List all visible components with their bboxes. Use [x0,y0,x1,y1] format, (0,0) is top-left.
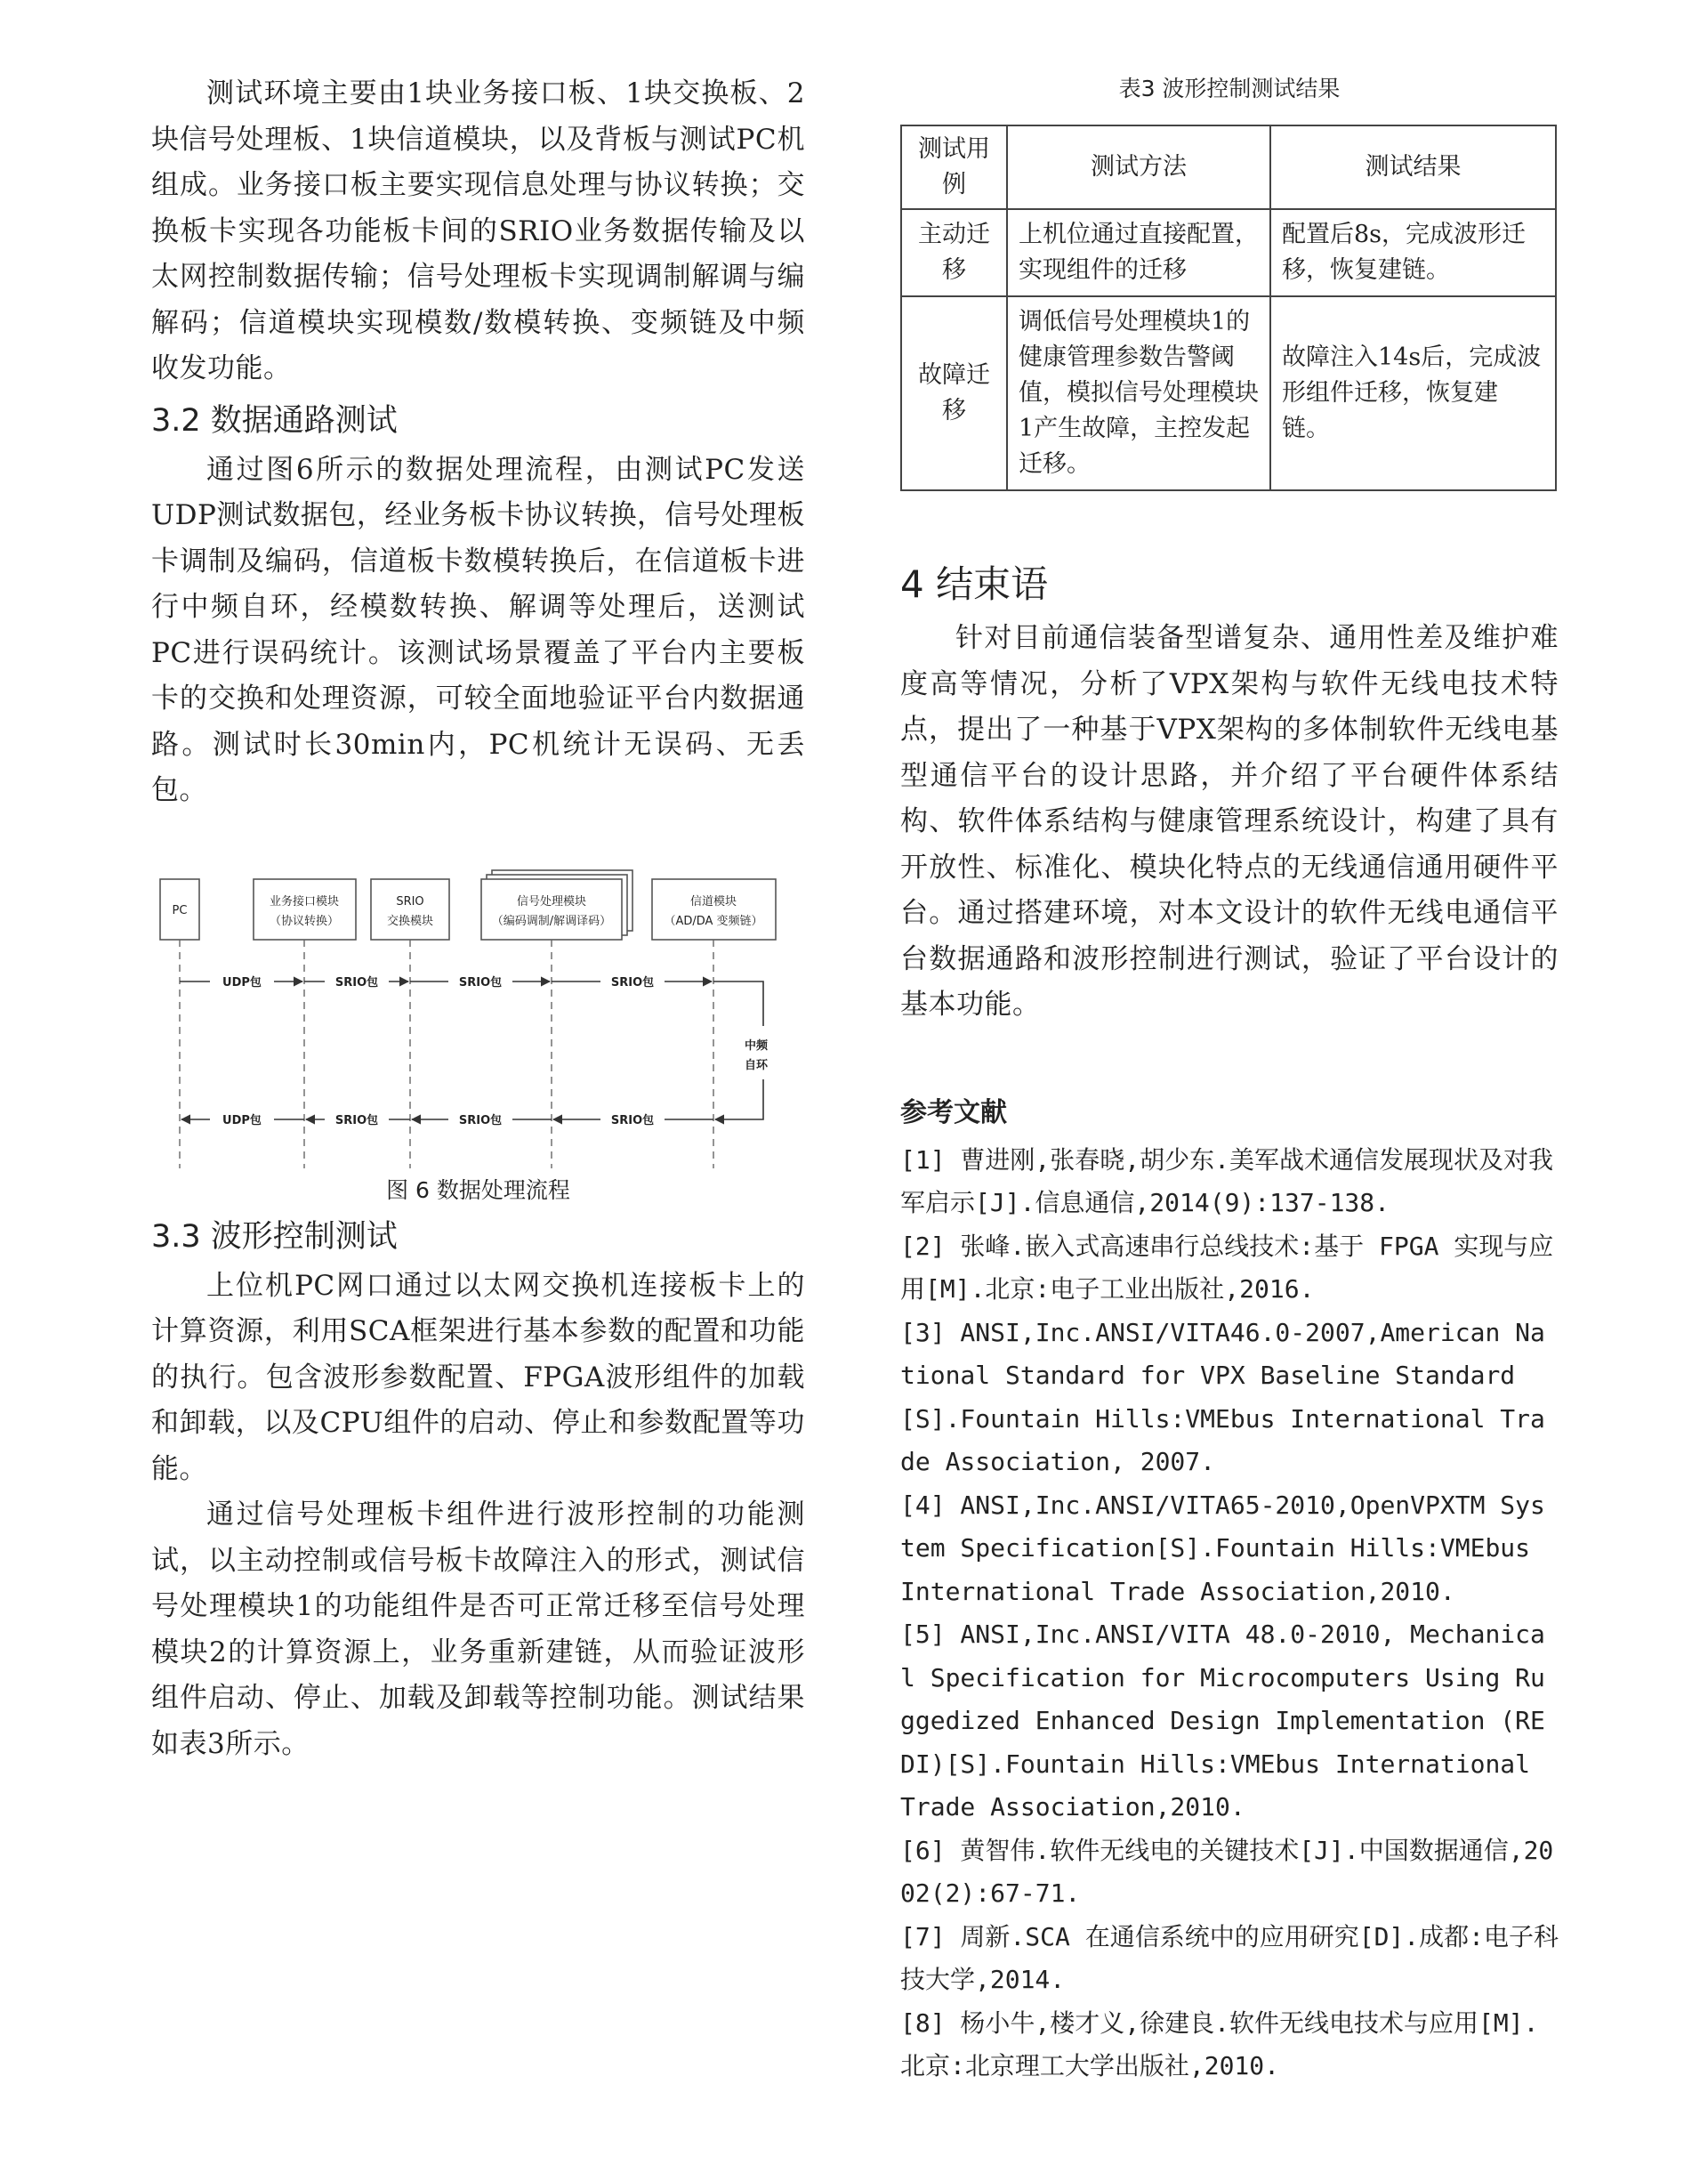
section-title-4: 4 结束语 [900,562,1049,606]
interface-label-1: 业务接口模块 [269,894,340,909]
section-title-3-2: 3.2 数据通路测试 [151,402,398,439]
signal-module-box [481,879,622,940]
pc-label: PC [172,903,188,917]
back-srio-label-2: SRIO包 [458,1113,503,1127]
fwd-srio-label-3: SRIO包 [610,975,655,990]
channel-module-box [652,879,776,940]
reference-item: [2] 张峰.嵌入式高速串行总线技术:基于 FPGA 实现与应用[M].北京:电子工业出版社,2016. [900,1231,1554,1304]
cell-case: 主动迁移 [901,209,1007,296]
section-title-3-3: 3.3 波形控制测试 [151,1218,398,1255]
header-test-case: 测试用例 [901,125,1007,209]
loop-label-2: 自环 [744,1058,769,1072]
back-udp-label: UDP包 [222,1113,262,1127]
table-row [901,296,1556,490]
interface-module-box [254,879,356,940]
channel-label-2: （AD/DA 变频链） [664,914,763,928]
fwd-srio-label-2: SRIO包 [458,975,503,990]
cell-result: 配置后8s，完成波形迁移，恢复建链。 [1270,209,1556,296]
channel-label-1: 信道模块 [689,894,737,909]
waveform-test-results-table [900,125,1557,491]
loop-label-1: 中频 [744,1038,769,1053]
reference-item: [7] 周新.SCA 在通信系统中的应用研究[D].成都:电子科技大学,2014. [900,1921,1559,1994]
reference-item: [3] ANSI,Inc.ANSI/VITA46.0-2007,American National Standard for VPX Baseline Standard[S].Fountain Hills:VMEbus International Trade Association, 2007. [900,1317,1545,1476]
cell-method: 上机位通过直接配置，实现组件的迁移 [1007,209,1270,296]
paragraph-test-environment: 测试环境主要由1块业务接口板、1块交换板、2块信号处理板、1块信道模块，以及背板与测试PC机组成。业务接口板主要实现信息处理与协议转换；交换板卡实现各功能板卡间的SRIO业务数据传输及以太网控制数据传输；信号处理板卡实现调制解调与编解码；信道模块实现模数/数模转换、变频链及中频收发功能。 [151,77,805,384]
reference-item: [8] 杨小牛,楼才义,徐建良.软件无线电技术与应用[M].北京:北京理工大学出版社,2010. [900,2007,1539,2080]
cell-result: 故障注入14s后，完成波形组件迁移，恢复建链。 [1270,296,1556,490]
fwd-udp-label: UDP包 [222,975,262,990]
cell-case: 故障迁移 [901,296,1007,490]
back-srio-label-1: SRIO包 [334,1113,379,1127]
reference-item: [5] ANSI,Inc.ANSI/VITA 48.0-2010, Mechanical Specification for Microcomputers Using Ruggedized Enhanced Design Implementation (REDI)[S].Fountain Hills:VMEbus International Trade Association,2010. [900,1620,1545,1822]
back-srio-label-3: SRIO包 [610,1113,655,1127]
reference-item: [6] 黄智伟.软件无线电的关键技术[J].中国数据通信,2002(2):67-71. [900,1835,1554,1908]
srio-label-1: SRIO [396,894,424,909]
interface-label-2: （协议转换） [269,914,340,928]
left-column [151,71,805,1767]
header-test-result: 测试结果 [1270,125,1556,209]
table-3-caption: 表3 波形控制测试结果 [1118,76,1341,101]
figure-6-data-flow [151,866,805,1173]
sequence-diagram [151,866,805,1173]
cell-method: 调低信号处理模块1的健康管理参数告警阈值，模拟信号处理模块1产生故障，主控发起迁移。 [1007,296,1270,490]
paragraph-waveform-control-1: 上位机PC网口通过以太网交换机连接板卡上的计算资源，利用SCA框架进行基本参数的配置和功能的执行。包含波形参数配置、FPGA波形组件的加载和卸载，以及CPU组件的启动、停止和参数配置等功能。 [151,1269,805,1485]
srio-switch-box [371,879,449,940]
paragraph-data-path-test: 通过图6所示的数据处理流程，由测试PC发送UDP测试数据包，经业务板卡协议转换，信号处理板卡调制及编码，信道板卡数模转换后，在信道板卡进行中频自环，经模数转换、解调等处理后，送测试PC进行误码统计。该测试场景覆盖了平台内主要板卡的交换和处理资源，可较全面地验证平台内数据通路。测试时长30min内，PC机统计无误码、无丢包。 [151,453,805,806]
signal-label-1: 信号处理模块 [516,894,587,909]
right-column [900,71,1559,2088]
signal-label-2: （编码调制/解调译码） [491,914,612,928]
references-title: 参考文献 [900,1096,1007,1128]
srio-label-2: 交换模块 [386,914,434,928]
fwd-srio-label-1: SRIO包 [334,975,379,990]
table-row [901,209,1556,296]
table-header-row [901,125,1556,209]
paragraph-conclusion: 针对目前通信装备型谱复杂、通用性差及维护难度高等情况，分析了VPX架构与软件无线电技术特点，提出了一种基于VPX架构的多体制软件无线电基型通信平台的设计思路，并介绍了平台硬件体系结构、软件体系结构与健康管理系统设计，构建了具有开放性、标准化、模块化特点的无线通信通用硬件平台。通过搭建环境，对本文设计的软件无线电通信平台数据通路和波形控制进行测试，验证了平台设计的基本功能。 [900,622,1559,1021]
reference-item: [1] 曹进刚,张春晓,胡少东.美军战术通信发展现状及对我军启示[J].信息通信,2014(9):137-138. [900,1144,1554,1217]
reference-item: [4] ANSI,Inc.ANSI/VITA65-2010,OpenVPXTM System Specification[S].Fountain Hills:VMEbus International Trade Association,2010. [900,1490,1545,1606]
header-test-method: 测试方法 [1007,125,1270,209]
figure-6-caption: 图 6 数据处理流程 [386,1176,570,1203]
paragraph-waveform-control-2: 通过信号处理板卡组件进行波形控制的功能测试，以主动控制或信号板卡故障注入的形式，测试信号处理模块1的功能组件是否可正常迁移至信号处理模块2的计算资源上，业务重新建链，从而验证波形组件启动、停止、加载及卸载等控制功能。测试结果如表3所示。 [151,1498,805,1760]
